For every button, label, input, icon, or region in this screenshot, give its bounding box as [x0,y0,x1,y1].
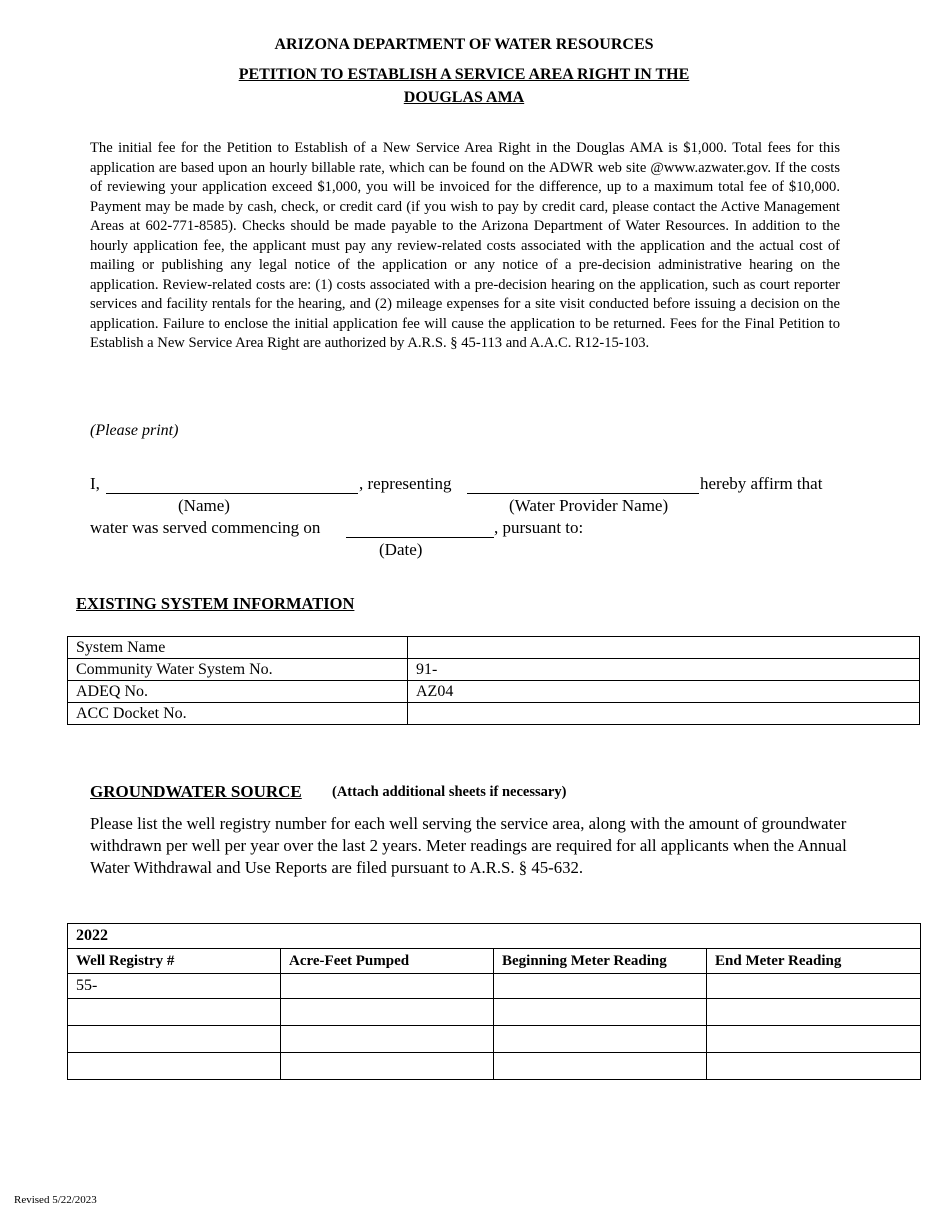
name-label: (Name) [178,496,230,515]
beginning-meter-cell[interactable] [494,1026,707,1053]
well-registry-cell[interactable]: 55- [68,974,281,999]
column-header: Beginning Meter Reading [494,949,707,974]
column-header: End Meter Reading [707,949,921,974]
existing-system-table [67,636,920,725]
end-meter-cell[interactable] [707,999,921,1026]
fee-paragraph: The initial fee for the Petition to Establish of a New Service Area Right in the Douglas AMA is $1,000. Total fees for this application are based upon an hourly billable rate, which can be found on the ADWR web site @www.azwater.gov. If the costs of reviewing your application exceed $1,000, you will be invoiced for the difference, up to a maximum total fee of $10,000. Payment may be made by cash, check, or credit card (if you wish to pay by credit card, please contact the Active Management Areas at 602-771-8585). Checks should be made payable to the Arizona Department of Water Resources. In addition to the hourly application fee, the applicant must pay any review-related costs associated with the application and the actual cost of mailing or publishing any legal notice of the application or any notice of a pre-decision administrative hearing on the application. Review-related costs are: (1) costs associated with a pre-decision hearing on the application, such as court reporter services and facility rentals for the hearing, and (2) mileage expenses for a site visit conducted before issuing a decision on the application. Failure to enclose the initial application fee will cause the application to be returned. Fees for the Final Petition to Establish a New Service Area Right are authorized by A.R.S. § 45-113 and A.A.C. R12-15-103. [90,140,840,351]
system-name-value[interactable] [408,637,920,659]
well-registry-cell[interactable] [68,999,281,1026]
page-subtitle [0,89,928,107]
table-header-row [68,949,921,974]
end-meter-cell[interactable] [707,974,921,999]
acc-docket-label: ACC Docket No. [68,703,408,725]
table-row [68,1053,921,1080]
community-water-system-value[interactable]: 91- [408,659,920,681]
department-name: ARIZONA DEPARTMENT OF WATER RESOURCES [274,36,654,53]
groundwater-instructions: Please list the well registry number for each well serving the service area, along with the amount of groundwater withdrawn per well per year over the last 2 years. Meter readings are required for all applicants when the Annual Water Withdrawal and Use Reports are filed pursuant to A.R.S. § 45-632. [90,814,847,877]
groundwater-note: (Attach additional sheets if necessary) [332,784,567,800]
year-header: 2022 [68,924,921,949]
column-header: Well Registry # [68,949,281,974]
provider-label: (Water Provider Name) [509,496,669,515]
table-row [68,703,920,725]
well-registry-cell[interactable] [68,1053,281,1080]
pursuant-text: , pursuant to: [494,518,584,537]
title-line-2: DOUGLAS AMA [403,89,525,106]
well-registry-cell[interactable] [68,1026,281,1053]
beginning-meter-cell[interactable] [494,1053,707,1080]
page-title [0,66,928,84]
revision-date: Revised 5/22/2023 [14,1194,97,1206]
date-label: (Date) [379,540,423,559]
table-row [68,659,920,681]
title-line-1: PETITION TO ESTABLISH A SERVICE AREA RIGHT IN THE [238,66,690,83]
affirm-text: hereby affirm that [700,474,823,493]
table-row [68,974,921,999]
end-meter-cell[interactable] [707,1026,921,1053]
table-row [68,1026,921,1053]
system-name-label: System Name [68,637,408,659]
acc-docket-value[interactable] [408,703,920,725]
groundwater-table [67,923,921,1080]
served-text: water was served commencing on [90,518,321,537]
adeq-value[interactable]: AZ04 [408,681,920,703]
beginning-meter-cell[interactable] [494,974,707,999]
name-field[interactable] [106,476,358,494]
acre-feet-cell[interactable] [281,999,494,1026]
column-header: Acre-Feet Pumped [281,949,494,974]
acre-feet-cell[interactable] [281,1053,494,1080]
end-meter-cell[interactable] [707,1053,921,1080]
table-row [68,637,920,659]
acre-feet-cell[interactable] [281,1026,494,1053]
beginning-meter-cell[interactable] [494,999,707,1026]
table-row [68,681,920,703]
water-provider-field[interactable] [467,476,699,494]
community-water-system-label: Community Water System No. [68,659,408,681]
groundwater-heading: GROUNDWATER SOURCE [90,782,302,801]
existing-system-heading: EXISTING SYSTEM INFORMATION [76,594,355,613]
affirm-prefix: I, [90,474,100,493]
table-row [68,999,921,1026]
acre-feet-cell[interactable] [281,974,494,999]
adeq-label: ADEQ No. [68,681,408,703]
date-field[interactable] [346,520,494,538]
please-print-note: (Please print) [90,422,179,439]
representing-text: , representing [359,474,452,493]
table-row [68,924,921,949]
